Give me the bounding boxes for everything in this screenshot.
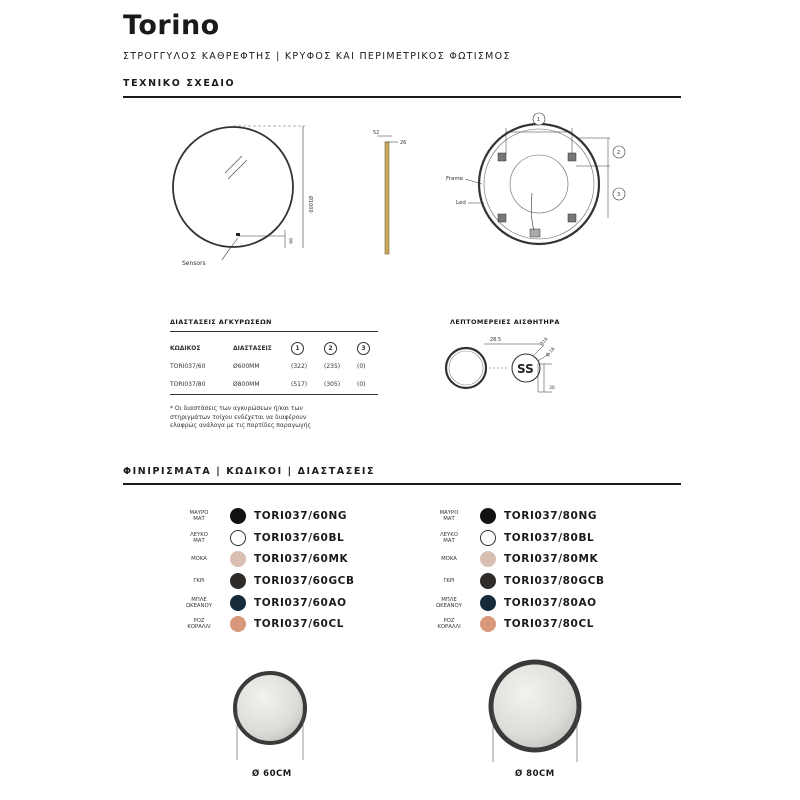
finish-code: TORI037/60GCB xyxy=(254,575,355,587)
color-swatch xyxy=(480,530,496,546)
front-view-drawing xyxy=(173,126,314,267)
finish-code: TORI037/80NG xyxy=(504,510,598,522)
header-marker-2: 2 xyxy=(324,342,337,355)
note-line: στηριγμάτων τοίχου ενδέχεται να διαφέρουν xyxy=(170,413,307,421)
finish-code: TORI037/60MK xyxy=(254,553,349,565)
mirror-80-illustration xyxy=(485,652,585,762)
finish-row xyxy=(178,528,344,548)
finish-row xyxy=(428,614,594,634)
section-divider xyxy=(123,483,681,485)
finish-label: ΜΟΚΑ xyxy=(441,556,457,562)
header-marker-1: 1 xyxy=(291,342,304,355)
sensor-dim-b: Ø 16 xyxy=(545,346,557,359)
sensor-detail-drawing xyxy=(440,330,570,400)
back-view-drawing xyxy=(446,113,625,244)
cell: TORI037/80 xyxy=(170,380,206,388)
back-marker-3: 3 xyxy=(617,192,621,198)
color-swatch xyxy=(480,595,496,611)
sensor-detail-title: ΛΕΠΤΟΜΕΡΕΙΕΣ ΑΙΣΘΗΤΗΡΑ xyxy=(450,318,560,326)
table-header-row xyxy=(170,340,377,356)
back-marker-1: 1 xyxy=(537,117,541,123)
sensor-height-label: 30 xyxy=(549,386,555,391)
finish-code: TORI037/80AO xyxy=(504,597,597,609)
finish-label: ΡΟΖ ΚΟΡΑΛΛΙ xyxy=(437,618,461,630)
frame-label: Frame xyxy=(446,176,464,182)
finish-row xyxy=(428,549,598,569)
finish-code: TORI037/60NG xyxy=(254,510,348,522)
finish-label: ΓΚΡΙ xyxy=(443,578,455,584)
finish-row xyxy=(178,549,348,569)
cell: (235) xyxy=(324,362,341,370)
finish-label: ΛΕΥΚΟ ΜΑΤ xyxy=(190,532,208,544)
page-title: Torino xyxy=(123,10,220,41)
color-swatch xyxy=(230,508,246,524)
cell: Ø600MM xyxy=(233,362,260,370)
finish-code: TORI037/80BL xyxy=(504,532,595,544)
anchor-table xyxy=(170,340,377,392)
finish-code: TORI037/80CL xyxy=(504,618,595,630)
finish-label: ΛΕΥΚΟ ΜΑΤ xyxy=(440,532,458,544)
finish-code: TORI037/60AO xyxy=(254,597,347,609)
size-label-60: Ø 60CM xyxy=(252,769,292,779)
color-swatch xyxy=(230,595,246,611)
anchor-note xyxy=(170,405,311,431)
color-swatch xyxy=(230,616,246,632)
color-swatch xyxy=(480,616,496,632)
note-line: ελαφρώς ανάλογα με τις παρτίδες παραγωγής xyxy=(170,422,312,429)
finish-code: TORI037/80MK xyxy=(504,553,599,565)
tech-drawing-heading: ΤΕΧΝΙΚΟ ΣΧΕΔΙΟ xyxy=(123,78,236,89)
technical-drawing xyxy=(170,108,670,280)
cell: (305) xyxy=(324,380,341,388)
sensors-label: Sensors xyxy=(182,260,206,267)
cell: (322) xyxy=(291,362,308,370)
anchor-table-title: ΔΙΑΣΤΑΣΕΙΣ ΑΓΚΥΡΩΣΕΩΝ xyxy=(170,318,272,326)
table-row xyxy=(170,356,377,376)
finish-row xyxy=(178,614,344,634)
section-divider xyxy=(123,96,681,98)
cell: TORI037/60 xyxy=(170,362,206,370)
finish-code: TORI037/60CL xyxy=(254,618,345,630)
color-swatch xyxy=(230,573,246,589)
color-swatch xyxy=(480,551,496,567)
finish-row xyxy=(428,593,597,613)
cell: (0) xyxy=(357,380,366,388)
page-subtitle: ΣΤΡΟΓΓΥΛΟΣ ΚΑΘΡΕΦΤΗΣ | ΚΡΥΦΟΣ ΚΑΙ ΠΕΡΙΜΕΤΡΙΚΟΣ ΦΩΤΙΣΜΟΣ xyxy=(123,51,511,62)
finish-row xyxy=(178,506,347,526)
color-swatch xyxy=(480,573,496,589)
side-view-drawing xyxy=(373,130,406,254)
finish-label: ΓΚΡΙ xyxy=(193,578,205,584)
finish-row xyxy=(178,571,355,591)
table-bottom-rule xyxy=(170,394,378,395)
front-offset-label: 99 xyxy=(287,238,292,244)
header-code: ΚΩΔΙΚΟΣ xyxy=(170,344,201,352)
svg-text:SS: SS xyxy=(517,362,534,376)
finish-row xyxy=(428,506,597,526)
finish-label: ΜΠΛΕ ΩΚΕΑΝΟΥ xyxy=(186,597,212,609)
cell: (0) xyxy=(357,362,366,370)
finish-label: ΜΟΚΑ xyxy=(191,556,207,562)
sensor-width-label: 28.5 xyxy=(490,337,502,343)
finish-code: TORI037/60BL xyxy=(254,532,345,544)
sensor-dim-a: Ø16 xyxy=(539,336,550,348)
finish-row xyxy=(428,571,605,591)
size-label-80: Ø 80CM xyxy=(515,769,555,779)
note-line: * Οι διαστάσεις των αγκυρώσεων ή/και των xyxy=(170,405,303,412)
cell: (517) xyxy=(291,380,308,388)
finish-label: ΡΟΖ ΚΟΡΑΛΛΙ xyxy=(187,618,211,630)
color-swatch xyxy=(230,530,246,546)
front-diameter-label: Ø1000 xyxy=(307,196,313,213)
side-top-label: 52 xyxy=(373,130,380,136)
finish-code: TORI037/80GCB xyxy=(504,575,605,587)
finish-label: ΜΑΥΡΟ ΜΑΤ xyxy=(439,510,459,522)
header-marker-3: 3 xyxy=(357,342,370,355)
back-marker-2: 2 xyxy=(617,150,621,156)
led-label: Led xyxy=(456,200,466,206)
header-dimensions: ΔΙΑΣΤΑΣΕΙΣ xyxy=(233,344,272,352)
color-swatch xyxy=(230,551,246,567)
finish-row xyxy=(428,528,594,548)
finish-row xyxy=(178,593,347,613)
cell: Ø800MM xyxy=(233,380,260,388)
color-swatch xyxy=(480,508,496,524)
finishes-heading: ΦΙΝΙΡΙΣΜΑΤΑ | ΚΩΔΙΚΟΙ | ΔΙΑΣΤΑΣΕΙΣ xyxy=(123,466,376,477)
table-row xyxy=(170,376,377,392)
finish-label: ΜΠΛΕ ΩΚΕΑΝΟΥ xyxy=(436,597,462,609)
finish-label: ΜΑΥΡΟ ΜΑΤ xyxy=(189,510,209,522)
mirror-60-illustration xyxy=(225,660,315,760)
side-depth-label: 26 xyxy=(400,140,407,146)
table-divider xyxy=(170,331,378,332)
